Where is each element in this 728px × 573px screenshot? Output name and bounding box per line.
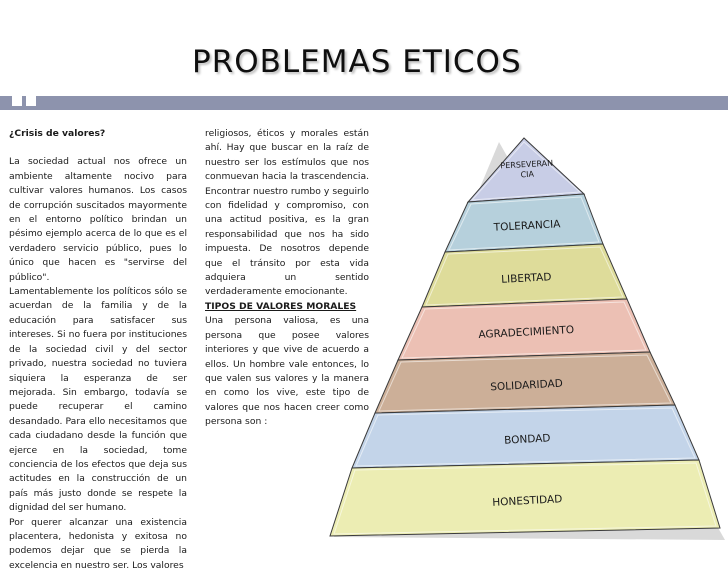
section-heading-tipos: TIPOS DE VALORES MORALES <box>205 300 357 312</box>
paragraph: La sociedad actual nos ofrece un ambiente altamente nocivo para cultivar valores humanos. Los casos de corrupción suscitados mayormente en el entorno político brindan un pésimo ejemplo acerca de lo que es el verdadero servicio público, pues lo único que hacen es "servirse del público". <box>9 156 187 283</box>
slide-title: PROBLEMAS ETICOS <box>192 44 522 80</box>
pyramid-level-label: LIBERTAD <box>500 271 552 286</box>
pyramid-level-label: AGRADECIMIENTO <box>478 324 575 341</box>
paragraph: Una persona valiosa, es una persona que posee valores interiores y que vive de acuerdo a ellos. Un hombre vale entonces, lo que valen sus valores y la manera en como los vive, este tipo de valores que nos hacen creer como persona son : <box>205 315 369 428</box>
paragraph: Lamentablemente los políticos sólo se acuerdan de la familia y de la educación para satisfacer sus intereses. Si no fuera por instituciones de la sociedad civil y del sector privado, nuestra sociedad no tuviera siquiera la esperanza de ser mejorada. Sin embargo, todavía se puede recuperar el camino desandado. Para ello necesitamos que cada ciudadano desde la función que ejerce en la sociedad, tome conciencia de los efectos que deja sus actitudes en la construcción de un país más justo donde se respete la dignidad del ser humano. <box>9 286 187 514</box>
paragraph: Por querer alcanzar una existencia placentera, hedonista y exitosa no podemos dejar que se pierda la excelencia en nuestro ser. Los valores <box>9 516 187 571</box>
pyramid-level-label: TOLERANCIA <box>493 218 561 234</box>
pyramid-level-label: HONESTIDAD <box>492 493 563 509</box>
pyramid-level-label: CIA <box>520 169 535 180</box>
section-heading-crisis: ¿Crisis de valores? <box>9 128 106 139</box>
pyramid-level-label: BONDAD <box>503 432 551 447</box>
paragraph: religiosos, éticos y morales están ahí. Hay que buscar en la raíz de nuestro ser los estímulos que nos conmuevan hacia la trascendencia. Encontrar nuestro rumbo y seguirlo con fidelidad y compromiso, con una actitud positiva, es la gran responsabilidad que nos ha sido impuesta. De nosotros depende que el tránsito por esta vida adquiera un sentido verdaderamente emocionante. <box>205 128 369 298</box>
pyramid-level-label: SOLIDARIDAD <box>490 377 564 394</box>
pyramid-level-label: PERSEVERAN <box>500 158 554 171</box>
